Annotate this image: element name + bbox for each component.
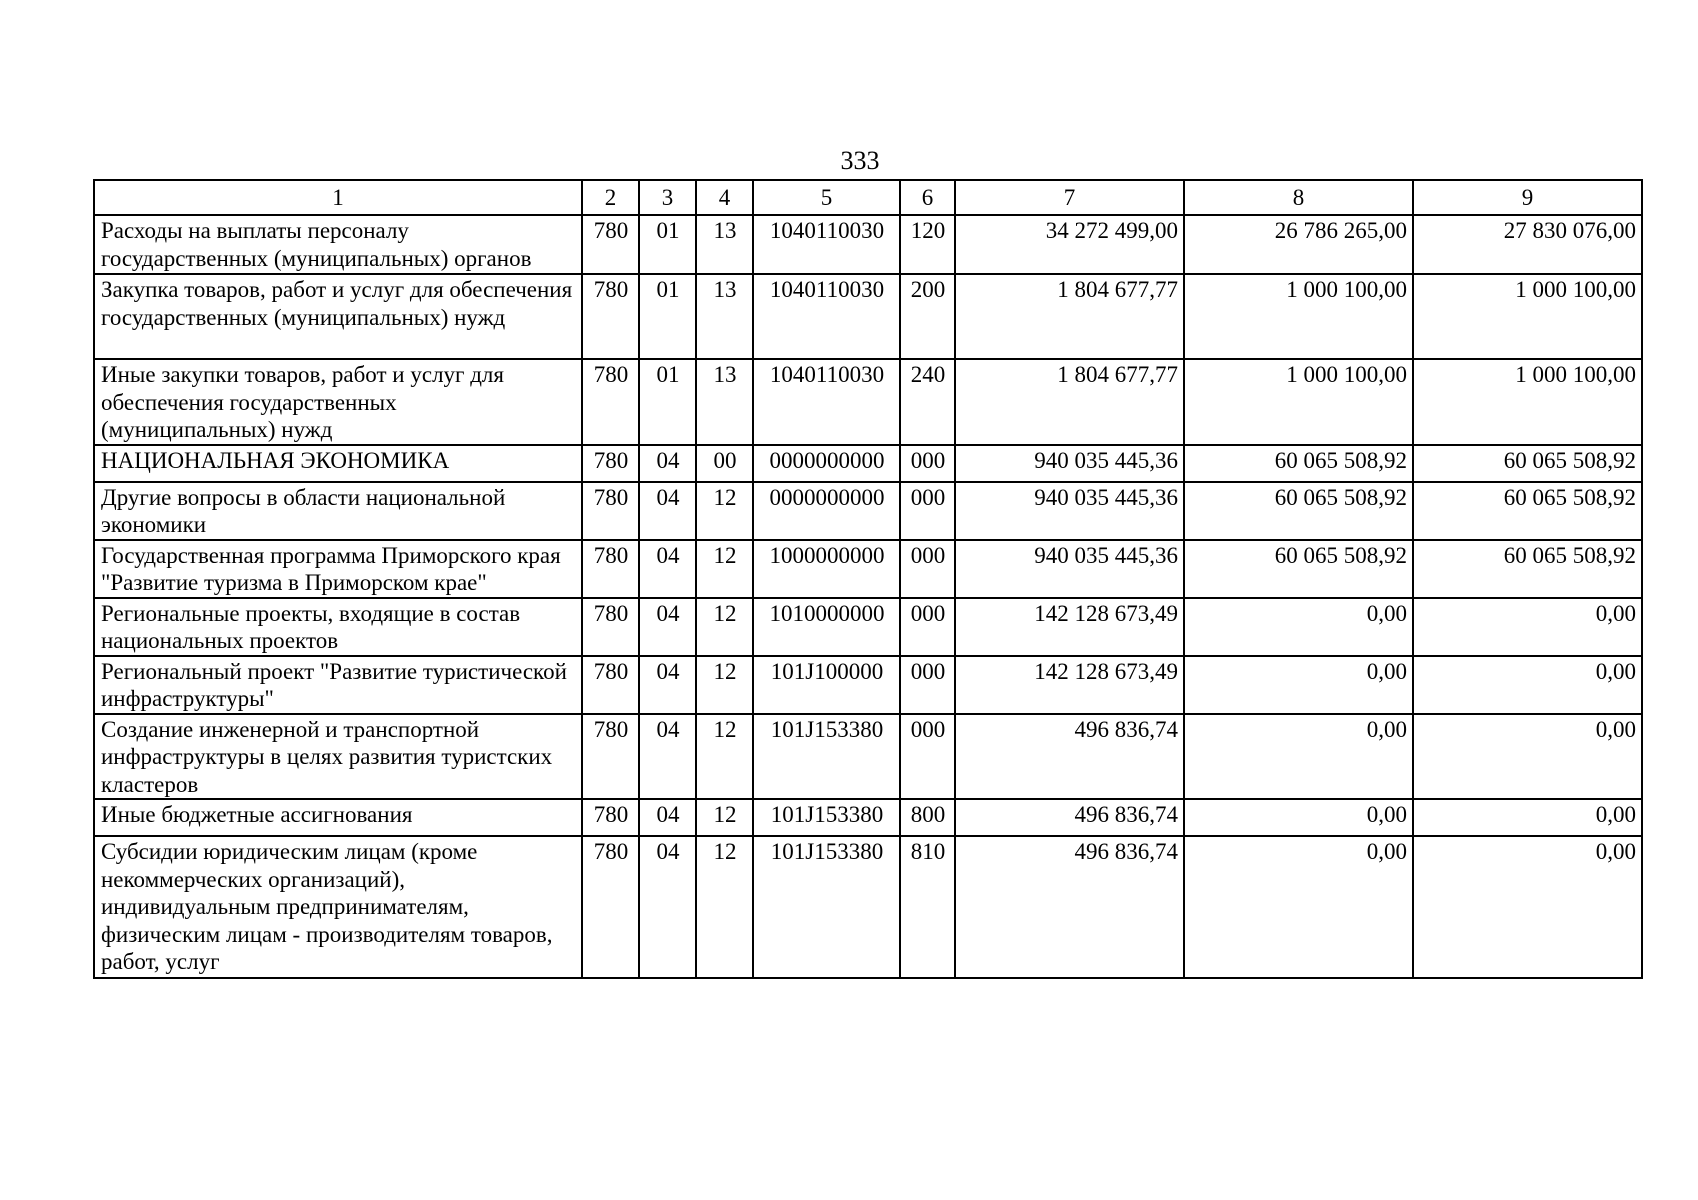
cell-amount-col8: 1 000 100,00 (1184, 359, 1413, 445)
cell-amount-col8: 1 000 100,00 (1184, 274, 1413, 359)
cell-expense-type: 000 (900, 540, 955, 598)
cell-ministry: 780 (582, 714, 639, 800)
cell-ministry: 780 (582, 359, 639, 445)
cell-subsection: 12 (696, 799, 753, 836)
column-header: 2 (582, 180, 639, 215)
cell-subsection: 12 (696, 482, 753, 540)
cell-section: 04 (639, 799, 696, 836)
cell-amount-col9: 0,00 (1413, 656, 1642, 714)
row-name: Государственная программа Приморского края "Развитие туризма в Приморском крае" (94, 540, 582, 598)
cell-amount-col9: 0,00 (1413, 714, 1642, 800)
cell-ministry: 780 (582, 656, 639, 714)
cell-target-article: 1040110030 (753, 359, 900, 445)
cell-expense-type: 000 (900, 656, 955, 714)
cell-expense-type: 000 (900, 482, 955, 540)
cell-subsection: 13 (696, 359, 753, 445)
cell-ministry: 780 (582, 799, 639, 836)
row-name: Иные закупки товаров, работ и услуг для обеспечения государственных (муниципальных) нужд (94, 359, 582, 445)
cell-expense-type: 000 (900, 598, 955, 656)
cell-amount-col7: 142 128 673,49 (955, 598, 1184, 656)
cell-expense-type: 000 (900, 714, 955, 800)
cell-target-article: 101J153380 (753, 836, 900, 978)
row-name: НАЦИОНАЛЬНАЯ ЭКОНОМИКА (94, 445, 582, 482)
table-row (94, 215, 1642, 274)
cell-expense-type: 800 (900, 799, 955, 836)
cell-amount-col8: 0,00 (1184, 836, 1413, 978)
cell-target-article: 1040110030 (753, 274, 900, 359)
cell-amount-col7: 142 128 673,49 (955, 656, 1184, 714)
cell-amount-col8: 0,00 (1184, 714, 1413, 800)
cell-expense-type: 000 (900, 445, 955, 482)
cell-amount-col7: 496 836,74 (955, 799, 1184, 836)
cell-ministry: 780 (582, 482, 639, 540)
table-row (94, 799, 1642, 836)
cell-amount-col7: 940 035 445,36 (955, 445, 1184, 482)
table-row (94, 714, 1642, 800)
cell-section: 01 (639, 274, 696, 359)
cell-amount-col9: 0,00 (1413, 836, 1642, 978)
table-row (94, 445, 1642, 482)
cell-amount-col9: 0,00 (1413, 799, 1642, 836)
table-row (94, 482, 1642, 540)
cell-amount-col9: 60 065 508,92 (1413, 445, 1642, 482)
cell-amount-col8: 0,00 (1184, 799, 1413, 836)
cell-amount-col8: 60 065 508,92 (1184, 482, 1413, 540)
cell-amount-col9: 1 000 100,00 (1413, 274, 1642, 359)
cell-section: 04 (639, 836, 696, 978)
column-header: 5 (753, 180, 900, 215)
cell-amount-col7: 1 804 677,77 (955, 274, 1184, 359)
row-name: Иные бюджетные ассигнования (94, 799, 582, 836)
cell-expense-type: 240 (900, 359, 955, 445)
cell-amount-col9: 60 065 508,92 (1413, 482, 1642, 540)
cell-target-article: 1010000000 (753, 598, 900, 656)
cell-amount-col8: 26 786 265,00 (1184, 215, 1413, 274)
cell-amount-col9: 1 000 100,00 (1413, 359, 1642, 445)
cell-section: 04 (639, 656, 696, 714)
cell-amount-col9: 27 830 076,00 (1413, 215, 1642, 274)
row-name: Субсидии юридическим лицам (кроме некоммерческих организаций), индивидуальным предпринимателям, физическим лицам - производителям товаров, работ, услуг (94, 836, 582, 978)
cell-section: 04 (639, 445, 696, 482)
cell-amount-col7: 1 804 677,77 (955, 359, 1184, 445)
cell-amount-col7: 940 035 445,36 (955, 540, 1184, 598)
cell-section: 01 (639, 215, 696, 274)
column-header: 3 (639, 180, 696, 215)
table-row (94, 359, 1642, 445)
column-header: 4 (696, 180, 753, 215)
cell-target-article: 101J153380 (753, 714, 900, 800)
cell-subsection: 12 (696, 836, 753, 978)
cell-amount-col8: 60 065 508,92 (1184, 540, 1413, 598)
row-name: Создание инженерной и транспортной инфраструктуры в целях развития туристских кластеров (94, 714, 582, 800)
cell-target-article: 101J153380 (753, 799, 900, 836)
cell-expense-type: 120 (900, 215, 955, 274)
table-row (94, 598, 1642, 656)
cell-subsection: 12 (696, 714, 753, 800)
row-name: Региональный проект "Развитие туристической инфраструктуры" (94, 656, 582, 714)
cell-ministry: 780 (582, 540, 639, 598)
cell-ministry: 780 (582, 215, 639, 274)
table-row (94, 836, 1642, 978)
cell-section: 04 (639, 714, 696, 800)
table-row (94, 540, 1642, 598)
table-row (94, 656, 1642, 714)
column-header: 9 (1413, 180, 1642, 215)
cell-section: 04 (639, 540, 696, 598)
cell-subsection: 13 (696, 215, 753, 274)
cell-ministry: 780 (582, 836, 639, 978)
row-name: Закупка товаров, работ и услуг для обеспечения государственных (муниципальных) нужд (94, 274, 582, 359)
cell-subsection: 12 (696, 656, 753, 714)
row-name: Региональные проекты, входящие в состав национальных проектов (94, 598, 582, 656)
cell-ministry: 780 (582, 274, 639, 359)
cell-target-article: 0000000000 (753, 482, 900, 540)
cell-subsection: 13 (696, 274, 753, 359)
cell-subsection: 12 (696, 598, 753, 656)
cell-section: 01 (639, 359, 696, 445)
budget-table (93, 179, 1643, 979)
cell-amount-col9: 0,00 (1413, 598, 1642, 656)
column-header: 8 (1184, 180, 1413, 215)
cell-amount-col8: 0,00 (1184, 656, 1413, 714)
cell-target-article: 0000000000 (753, 445, 900, 482)
cell-subsection: 00 (696, 445, 753, 482)
cell-amount-col7: 496 836,74 (955, 836, 1184, 978)
cell-expense-type: 200 (900, 274, 955, 359)
row-name: Другие вопросы в области национальной экономики (94, 482, 582, 540)
cell-target-article: 1000000000 (753, 540, 900, 598)
table-row (94, 274, 1642, 359)
cell-target-article: 101J100000 (753, 656, 900, 714)
cell-amount-col7: 34 272 499,00 (955, 215, 1184, 274)
page-number: 333 (840, 146, 880, 175)
cell-section: 04 (639, 482, 696, 540)
cell-amount-col9: 60 065 508,92 (1413, 540, 1642, 598)
cell-amount-col8: 0,00 (1184, 598, 1413, 656)
cell-ministry: 780 (582, 598, 639, 656)
column-header: 6 (900, 180, 955, 215)
cell-expense-type: 810 (900, 836, 955, 978)
cell-subsection: 12 (696, 540, 753, 598)
cell-ministry: 780 (582, 445, 639, 482)
column-header: 7 (955, 180, 1184, 215)
cell-amount-col7: 940 035 445,36 (955, 482, 1184, 540)
row-name: Расходы на выплаты персоналу государственных (муниципальных) органов (94, 215, 582, 274)
cell-amount-col7: 496 836,74 (955, 714, 1184, 800)
header-row (94, 180, 1642, 215)
cell-target-article: 1040110030 (753, 215, 900, 274)
cell-amount-col8: 60 065 508,92 (1184, 445, 1413, 482)
cell-section: 04 (639, 598, 696, 656)
column-header: 1 (94, 180, 582, 215)
